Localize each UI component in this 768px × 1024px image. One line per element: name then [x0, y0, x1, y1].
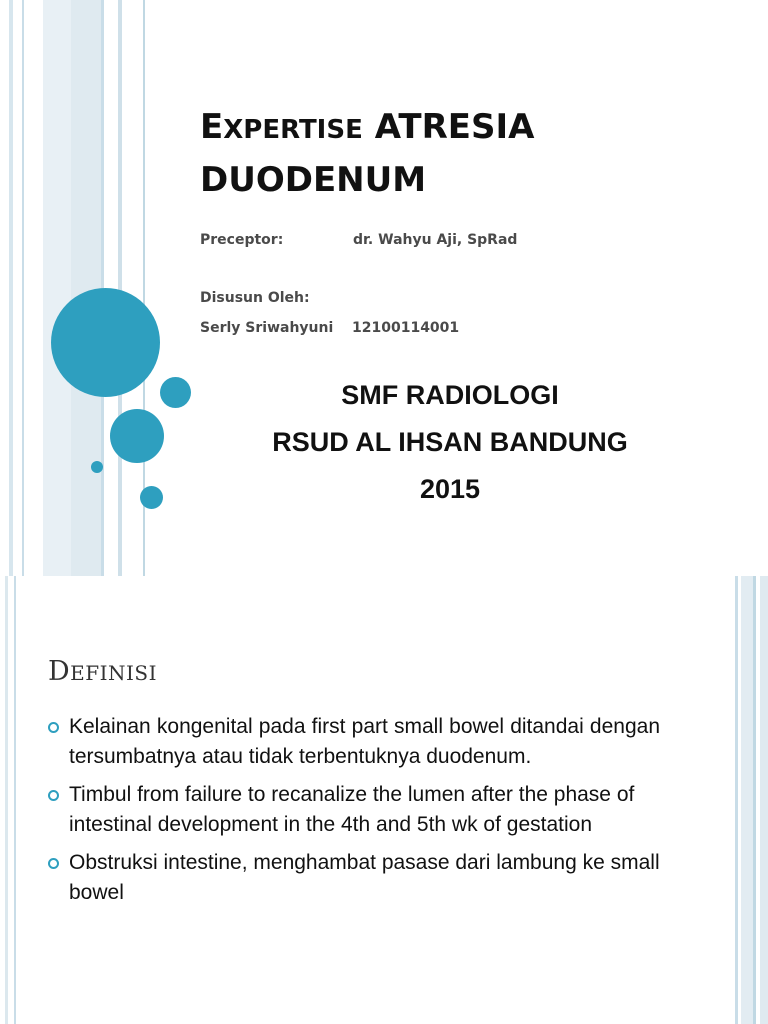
list-item	[48, 848, 660, 908]
list-item	[48, 712, 660, 772]
decorative-stripe	[753, 576, 756, 1024]
bullet-text: Timbul from failure to recanalize the lumen after the phase of intestinal development in the 4th and 5th wk of gestation	[69, 783, 635, 836]
heading-smallcaps: EFINISI	[70, 661, 158, 685]
small-circle-decoration	[160, 377, 191, 408]
decorative-stripe	[118, 0, 122, 576]
decorative-stripe	[5, 576, 8, 1024]
disusun-label: Disusun Oleh:	[200, 290, 310, 306]
preceptor-row	[200, 232, 283, 248]
hollow-circle-bullet-icon	[48, 722, 59, 733]
decorative-stripe	[9, 0, 13, 576]
org-line1: SMF RADIOLOGI	[341, 380, 559, 410]
bullet-text: Obstruksi intestine, menghambat pasase dari lambung ke small bowel	[69, 851, 660, 904]
slide-title	[200, 102, 720, 205]
decorative-stripe	[14, 576, 16, 1024]
list-item	[48, 780, 660, 840]
decorative-stripe	[43, 0, 71, 576]
title-initial: E	[200, 107, 224, 147]
decorative-stripe	[22, 0, 24, 576]
preceptor-label: Preceptor:	[200, 232, 284, 248]
preceptor-value: dr. Wahyu Aji, SpRad	[353, 232, 518, 248]
bullet-text: Kelainan kongenital pada first part small bowel ditandai dengan tersumbatnya atau tidak terbentuknya duodenum.	[69, 715, 660, 768]
title-smallcaps: XPERTISE	[223, 115, 363, 145]
org-line2: RSUD AL IHSAN BANDUNG	[272, 427, 628, 457]
hollow-circle-bullet-icon	[48, 790, 59, 801]
small-circle-decoration	[140, 486, 163, 509]
author-name: Serly Sriwahyuni	[200, 320, 334, 336]
decorative-stripe	[760, 576, 768, 1024]
org-line3: 2015	[419, 474, 481, 504]
tiny-circle-decoration	[91, 461, 103, 473]
title-line2: DUODENUM	[200, 160, 427, 200]
slide-heading	[48, 656, 157, 687]
medium-circle-decoration	[110, 409, 164, 463]
title-word: ATRESIA	[362, 107, 535, 147]
definition-slide	[0, 576, 768, 1024]
large-circle-decoration	[51, 288, 160, 397]
decorative-stripe	[741, 576, 753, 1024]
author-id: 12100114001	[352, 320, 460, 336]
bullet-list	[48, 712, 660, 916]
hollow-circle-bullet-icon	[48, 858, 59, 869]
decorative-stripe	[735, 576, 738, 1024]
heading-initial: D	[48, 656, 71, 687]
